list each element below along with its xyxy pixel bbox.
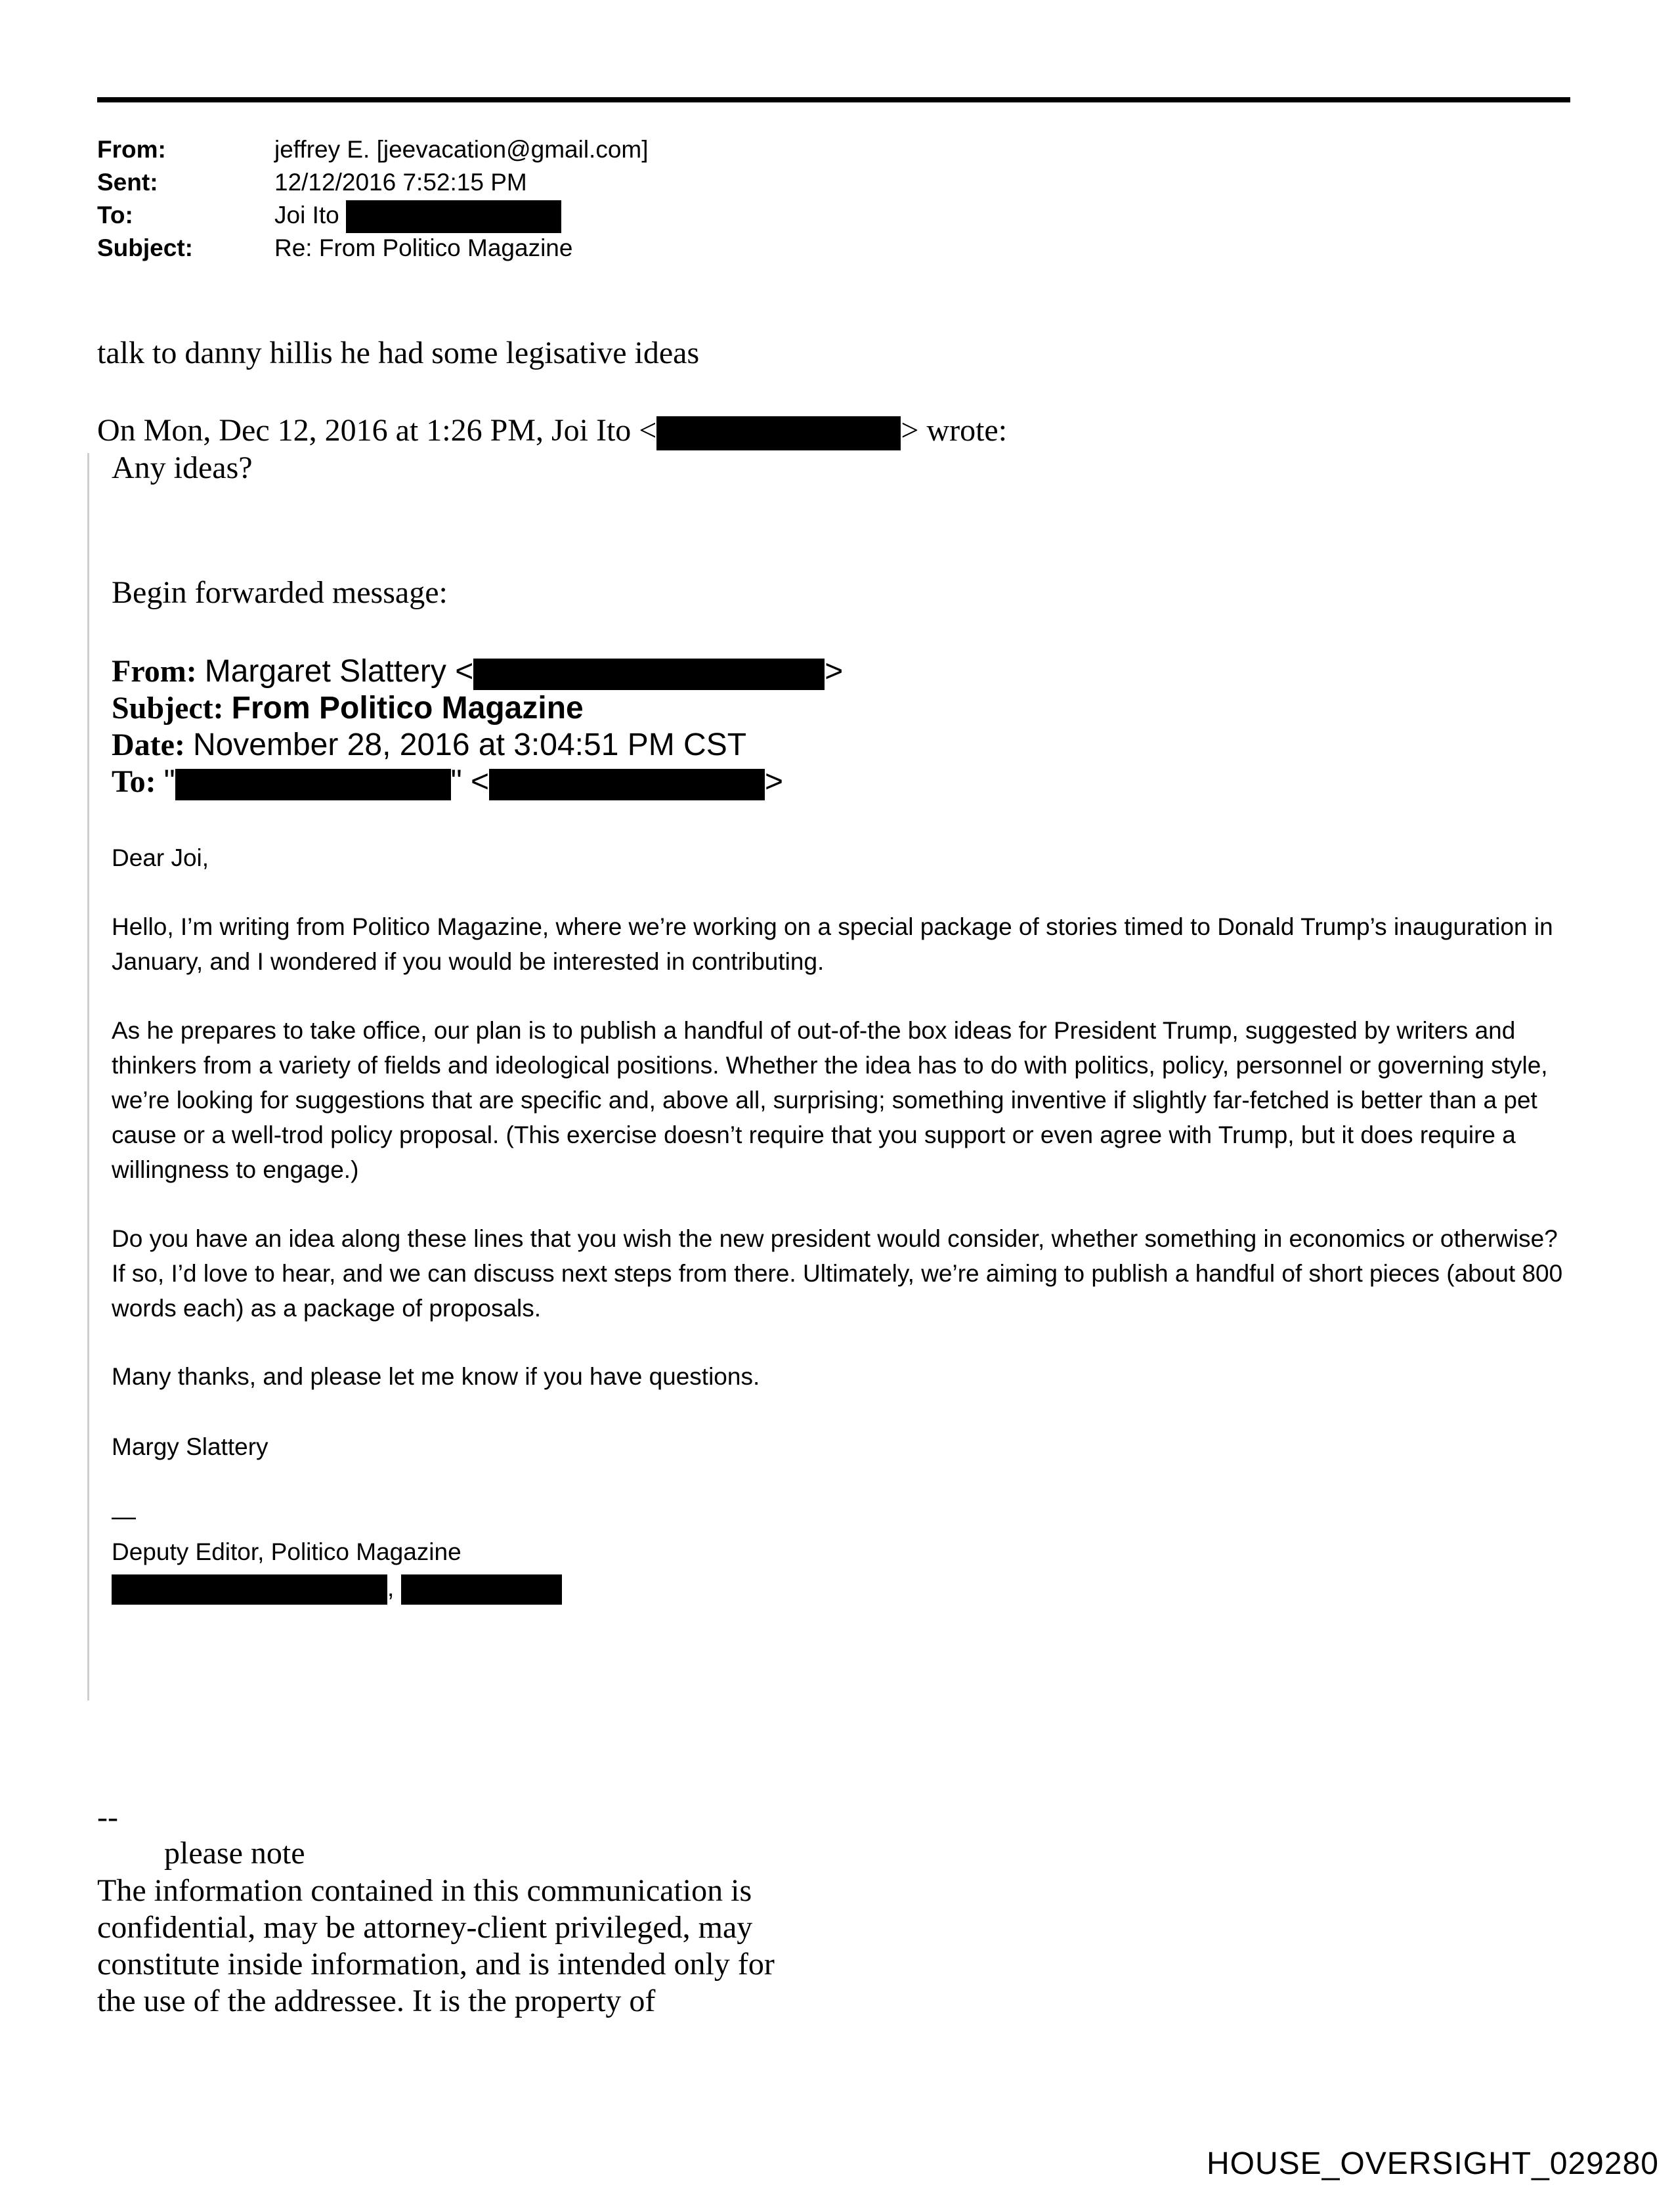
footer-sig-dash: -- bbox=[97, 1800, 118, 1834]
footer-line: the use of the addressee. It is the property of bbox=[97, 1984, 656, 2018]
signature-title: Deputy Editor, Politico Magazine bbox=[112, 1538, 461, 1565]
subject-label: Subject: bbox=[97, 234, 193, 261]
quote-intro: On Mon, Dec 12, 2016 at 1:26 PM, Joi Ito < > wrote: bbox=[97, 412, 1007, 450]
header-rule bbox=[97, 97, 1570, 102]
footer-line: confidential, may be attorney-client privileged, may bbox=[97, 1910, 753, 1945]
redaction-block bbox=[401, 1574, 562, 1605]
to-value: Joi Ito bbox=[274, 202, 339, 228]
quote-bar bbox=[87, 453, 89, 1701]
letter-signoff: Margy Slattery bbox=[112, 1433, 268, 1460]
bates-number: HOUSE_OVERSIGHT_029280 bbox=[1207, 2146, 1659, 2181]
reply-text: talk to danny hillis he had some legisative ideas bbox=[97, 336, 700, 370]
letter-paragraph: As he prepares to take office, our plan is to publish a handful of out-of-the box ideas for President Trump, suggested by writers and thinkers from a variety of fields and ideological positions. Whether the idea has to do with politics, policy, personnel or governing style, we’re looking for suggestions that are specific and, above all, surprising; something inventive if slightly far-fetched is better than a pet cause or a well-trod policy proposal. (This exercise doesn’t require that you support or even agree with Trump, but it does require a willingness to engage.) bbox=[112, 1017, 1548, 1183]
sent-value: 12/12/2016 7:52:15 PM bbox=[274, 169, 527, 196]
forward-marker: Begin forwarded message: bbox=[112, 575, 448, 610]
signature-contact: , bbox=[112, 1571, 1576, 1605]
letter-paragraph: Many thanks, and please let me know if you have questions. bbox=[112, 1363, 760, 1390]
redaction-block bbox=[346, 200, 561, 233]
from-value: jeffrey E. [jeevacation@gmail.com] bbox=[274, 136, 649, 163]
quote-question: Any ideas? bbox=[112, 450, 253, 485]
letter-salutation: Dear Joi, bbox=[112, 844, 209, 871]
fwd-subject-row: Subject: From Politico Magazine bbox=[112, 691, 584, 726]
redaction-block bbox=[473, 659, 825, 690]
fwd-to-row: To: " " < > bbox=[112, 764, 784, 799]
to-label: To: bbox=[97, 202, 133, 228]
fwd-from-row: From: Margaret Slattery < > bbox=[112, 654, 844, 689]
letter-paragraph: Do you have an idea along these lines that you wish the new president would consider, whether something in economics or otherwise? If so, I’d love to hear, and we can discuss next steps from there. Ultimately, we’re aiming to publish a handful of short pieces (about 800 words each) as a package of proposals. bbox=[112, 1225, 1563, 1322]
redaction-block bbox=[112, 1574, 387, 1605]
from-label: From: bbox=[97, 136, 166, 163]
sent-label: Sent: bbox=[97, 169, 158, 196]
to-row bbox=[97, 199, 649, 232]
redaction-block bbox=[489, 769, 765, 800]
forwarded-header bbox=[112, 653, 843, 800]
subject-value: Re: From Politico Magazine bbox=[274, 234, 573, 261]
fwd-date-row: Date: November 28, 2016 at 3:04:51 PM CST bbox=[112, 727, 747, 762]
sent-row bbox=[97, 166, 649, 199]
footer-note: please note bbox=[164, 1836, 305, 1871]
signature-dash: — bbox=[112, 1503, 136, 1530]
redaction-block bbox=[175, 769, 451, 800]
redaction-block bbox=[656, 416, 901, 450]
letter-paragraph: Hello, I’m writing from Politico Magazine, where we’re working on a special package of stories timed to Donald Trump’s inauguration in January, and I wondered if you would be interested in contributing. bbox=[112, 913, 1553, 975]
footer-line: constitute inside information, and is intended only for bbox=[97, 1947, 775, 1982]
subject-row bbox=[97, 232, 649, 265]
from-row bbox=[97, 133, 649, 166]
footer-line: The information contained in this communication is bbox=[97, 1873, 752, 1908]
email-header bbox=[97, 133, 649, 265]
